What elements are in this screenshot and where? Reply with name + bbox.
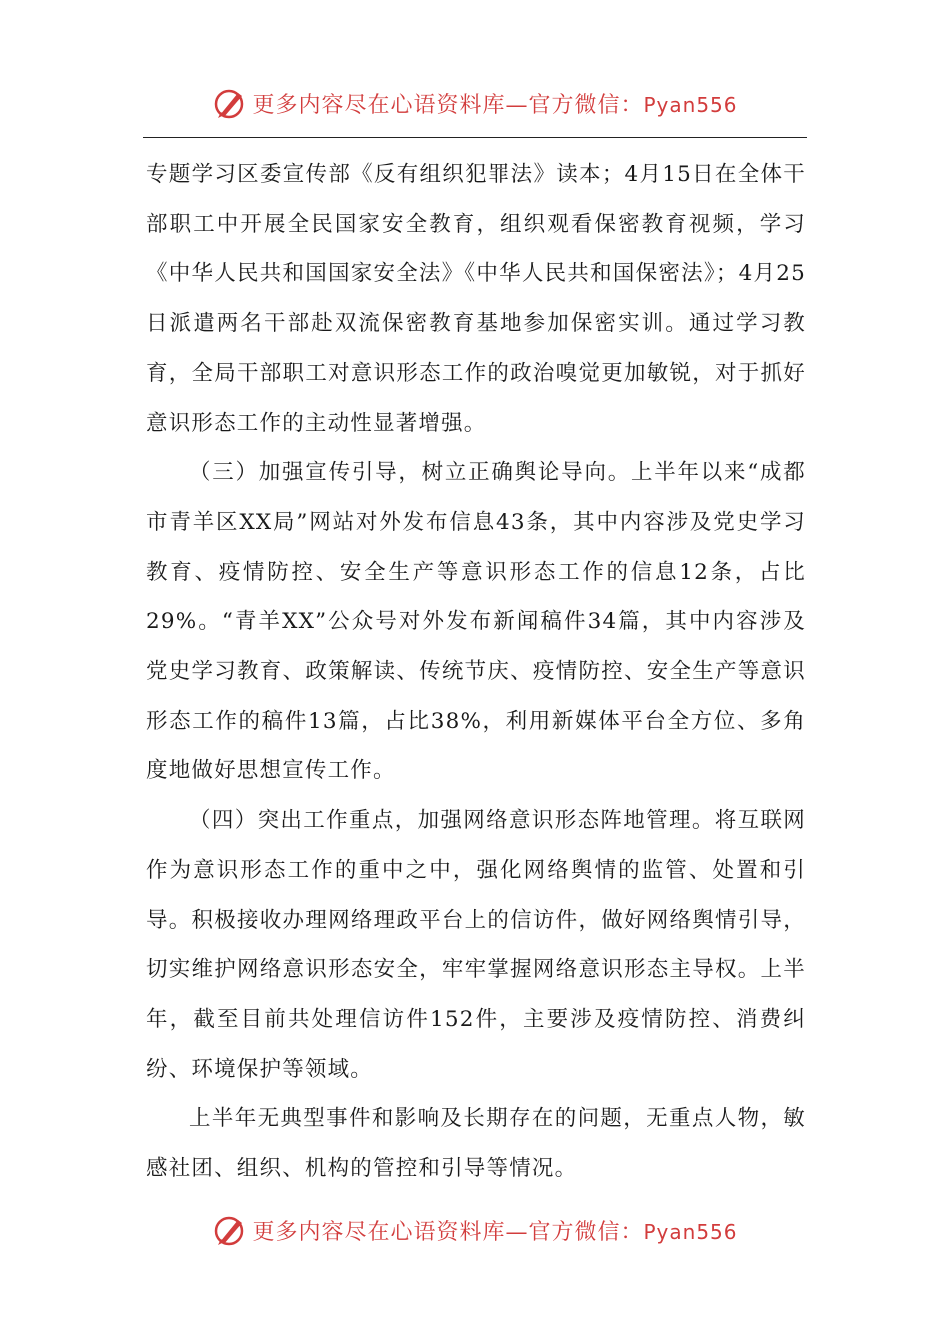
paragraph-continued: 专题学习区委宣传部《反有组织犯罪法》读本；4月15日在全体干部职工中开展全民国家安全教育，组织观看保密教育视频，学习《中华人民共和国国家安全法》《中华人民共和国保密法》；4月25日派遣两名干部赴双流保密教育基地参加保密实训。通过学习教育，全局干部职工对意识形态工作的政治嗅觉更加敏锐，对于抓好意识形态工作的主动性显著增强。 xyxy=(146,162,806,436)
paragraph-summary: 上半年无典型事件和影响及长期存在的问题，无重点人物，敏感社团、组织、机构的管控和引导等情况。 xyxy=(146,1106,806,1182)
header-account: Pyan556 xyxy=(643,92,738,117)
paragraph-network: （四）突出工作重点，加强网络意识形态阵地管理。将互联网作为意识形态工作的重中之中，强化网络舆情的监管、处置和引导。积极接收办理网络理政平台上的信访件，做好网络舆情引导，切实维护网络意识形态安全，牢牢掌握网络意识形态主导权。上半年，截至目前共处理信访件152件，主要涉及疫情防控、消费纠纷、环境保护等领域。 xyxy=(146,808,806,1082)
paragraph-publicity: （三）加强宣传引导，树立正确舆论导向。上半年以来“成都市青羊区XX局”网站对外发布信息43条，其中内容涉及党史学习教育、疫情防控、安全生产等意识形态工作的信息12条，占比29%。“青羊XX”公众号对外发布新闻稿件34篇，其中内容涉及党史学习教育、政策解读、传统节庆、疫情防控、安全生产等意识形态工作的稿件13篇，占比38%，利用新媒体平台全方位、多角度地做好思想宣传工作。 xyxy=(146,460,806,784)
header-text: 更多内容尽在心语资料库—官方微信：Pyan556 xyxy=(252,92,738,118)
pen-logo-icon xyxy=(212,1212,248,1248)
footer-text: 更多内容尽在心语资料库—官方微信：Pyan556 xyxy=(252,1219,738,1245)
footer-account: Pyan556 xyxy=(643,1219,738,1244)
document-body xyxy=(146,150,806,1194)
header-banner xyxy=(0,83,950,123)
header-divider xyxy=(143,137,807,138)
pen-logo-icon xyxy=(212,85,248,121)
footer-banner xyxy=(0,1210,950,1250)
